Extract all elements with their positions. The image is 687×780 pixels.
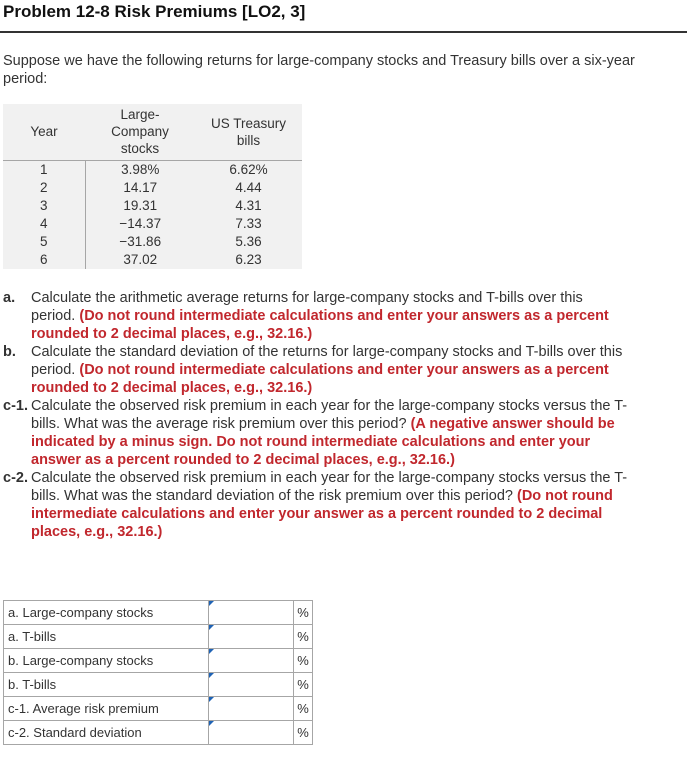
returns-table-header bbox=[3, 104, 302, 161]
question-text: Calculate the standard deviation of the returns for large-company stocks and T-bills over this period. bbox=[31, 344, 623, 378]
question-text: Calculate the arithmetic average returns for large-company stocks and T-bills over this period. bbox=[31, 290, 583, 324]
input-marker-icon bbox=[209, 625, 214, 630]
answer-label-text: Standard deviation bbox=[33, 725, 142, 740]
answer-input-cell[interactable] bbox=[209, 649, 294, 673]
answer-tag: b. bbox=[8, 677, 19, 692]
header-treasury bbox=[195, 104, 302, 161]
large-cell: 37.02 bbox=[123, 252, 158, 267]
year-cell: 5 bbox=[3, 233, 85, 251]
input-marker-icon bbox=[209, 673, 214, 678]
percent-unit: % bbox=[294, 673, 313, 697]
question-text: Calculate the observed risk premium in each year for the large-company stocks versus the T-bills. What was the standard deviation of the risk premium over this period? bbox=[31, 470, 628, 504]
question-note: (Do not round intermediate calculations and enter your answers as a percent rounded to 2 decimal places, e.g., 32.16.) bbox=[31, 362, 609, 396]
header-tbill-line1: US Treasury bbox=[210, 115, 287, 131]
large-cell: 14.17 bbox=[123, 180, 158, 195]
question-note: (A negative answer should be indicated by a minus sign. Do not round intermediate calculations and enter your answer as a percent rounded to 2 decimal places, e.g., 32.16.) bbox=[31, 416, 615, 468]
answer-label bbox=[4, 721, 209, 745]
question-c2 bbox=[3, 469, 628, 541]
table-row bbox=[3, 179, 302, 197]
problem-title: Problem 12-8 Risk Premiums [LO2, 3] bbox=[3, 2, 306, 21]
answer-tag: a. bbox=[8, 629, 19, 644]
answer-row bbox=[4, 625, 313, 649]
large-cell: 3.98% bbox=[121, 162, 160, 177]
answer-input-cell[interactable] bbox=[209, 721, 294, 745]
percent-unit: % bbox=[294, 649, 313, 673]
question-tag: c-1. bbox=[3, 398, 28, 414]
answer-label-text: Large-company stocks bbox=[22, 653, 154, 668]
answer-tag: b. bbox=[8, 653, 19, 668]
tbill-cell: 6.62% bbox=[229, 162, 268, 177]
returns-table bbox=[3, 104, 302, 269]
year-cell: 6 bbox=[3, 251, 85, 269]
answer-tag: c-1. bbox=[8, 701, 30, 716]
answer-label-text: T-bills bbox=[22, 677, 57, 692]
question-tag: a. bbox=[3, 290, 16, 306]
answer-tag: c-2. bbox=[8, 725, 30, 740]
tbill-cell: 7.33 bbox=[235, 216, 262, 231]
tbill-cell: 5.36 bbox=[235, 234, 262, 249]
answer-c1-input[interactable] bbox=[209, 697, 297, 720]
header-large-line3: stocks bbox=[120, 141, 160, 156]
year-cell: 3 bbox=[3, 197, 85, 215]
title-divider bbox=[0, 31, 687, 33]
answer-row bbox=[4, 697, 313, 721]
percent-unit: % bbox=[294, 697, 313, 721]
header-large-line1: Large- bbox=[120, 107, 160, 122]
answer-row bbox=[4, 601, 313, 625]
answer-label bbox=[4, 697, 209, 721]
year-cell: 1 bbox=[3, 161, 85, 180]
percent-unit: % bbox=[294, 601, 313, 625]
answer-tag: a. bbox=[8, 605, 19, 620]
answer-row bbox=[4, 649, 313, 673]
year-cell: 2 bbox=[3, 179, 85, 197]
large-cell: −31.86 bbox=[119, 234, 162, 249]
question-c1 bbox=[3, 397, 628, 469]
year-cell: 4 bbox=[3, 215, 85, 233]
question-tag: b. bbox=[3, 344, 16, 360]
table-row bbox=[3, 161, 302, 180]
input-marker-icon bbox=[209, 697, 214, 702]
answer-c2-input[interactable] bbox=[209, 721, 297, 744]
header-large-company bbox=[85, 104, 195, 161]
header-large-line2: Company bbox=[111, 124, 169, 139]
answer-label-text: T-bills bbox=[22, 629, 57, 644]
input-marker-icon bbox=[209, 601, 214, 606]
tbill-cell: 6.23 bbox=[235, 252, 262, 267]
answer-input-cell[interactable] bbox=[209, 697, 294, 721]
question-a bbox=[3, 289, 628, 343]
tbill-cell: 4.44 bbox=[235, 180, 262, 195]
table-row bbox=[3, 251, 302, 269]
percent-unit: % bbox=[294, 625, 313, 649]
answer-b-large-input[interactable] bbox=[209, 649, 297, 672]
question-note: (Do not round intermediate calculations and enter your answer as a percent rounded to 2 decimal places, e.g., 32.16.) bbox=[31, 488, 613, 540]
question-tag: c-2. bbox=[3, 470, 28, 486]
question-body bbox=[31, 343, 628, 397]
answer-a-large-input[interactable] bbox=[209, 601, 297, 624]
answer-input-cell[interactable] bbox=[209, 673, 294, 697]
header-tbill-line2: bills bbox=[236, 132, 261, 148]
question-body bbox=[31, 397, 628, 469]
table-row bbox=[3, 215, 302, 233]
answer-a-tbill-input[interactable] bbox=[209, 625, 297, 648]
input-marker-icon bbox=[209, 649, 214, 654]
question-body bbox=[31, 289, 628, 343]
header-year bbox=[3, 104, 85, 161]
tbill-cell: 4.31 bbox=[235, 198, 262, 213]
answer-row bbox=[4, 673, 313, 697]
problem-intro: Suppose we have the following returns for large-company stocks and Treasury bills over a six-year period: bbox=[3, 53, 635, 87]
answer-b-tbill-input[interactable] bbox=[209, 673, 297, 696]
answer-input-cell[interactable] bbox=[209, 601, 294, 625]
answer-label bbox=[4, 601, 209, 625]
question-list bbox=[3, 289, 628, 541]
answer-label-text: Average risk premium bbox=[32, 701, 159, 716]
answer-label bbox=[4, 625, 209, 649]
table-row bbox=[3, 233, 302, 251]
header-year-label: Year bbox=[30, 124, 58, 139]
large-cell: −14.37 bbox=[119, 216, 162, 231]
question-b bbox=[3, 343, 628, 397]
input-marker-icon bbox=[209, 721, 214, 726]
question-note: (Do not round intermediate calculations and enter your answers as a percent rounded to 2 decimal places, e.g., 32.16.) bbox=[31, 308, 609, 342]
question-text: Calculate the observed risk premium in each year for the large-company stocks versus the T-bills. What was the average risk premium over this period? bbox=[31, 398, 628, 432]
answer-input-cell[interactable] bbox=[209, 625, 294, 649]
percent-unit: % bbox=[294, 721, 313, 745]
answer-row bbox=[4, 721, 313, 745]
answer-table bbox=[3, 600, 313, 745]
large-cell: 19.31 bbox=[123, 198, 158, 213]
answer-label bbox=[4, 649, 209, 673]
answer-label-text: Large-company stocks bbox=[22, 605, 154, 620]
table-row bbox=[3, 197, 302, 215]
answer-label bbox=[4, 673, 209, 697]
question-body bbox=[31, 469, 628, 541]
